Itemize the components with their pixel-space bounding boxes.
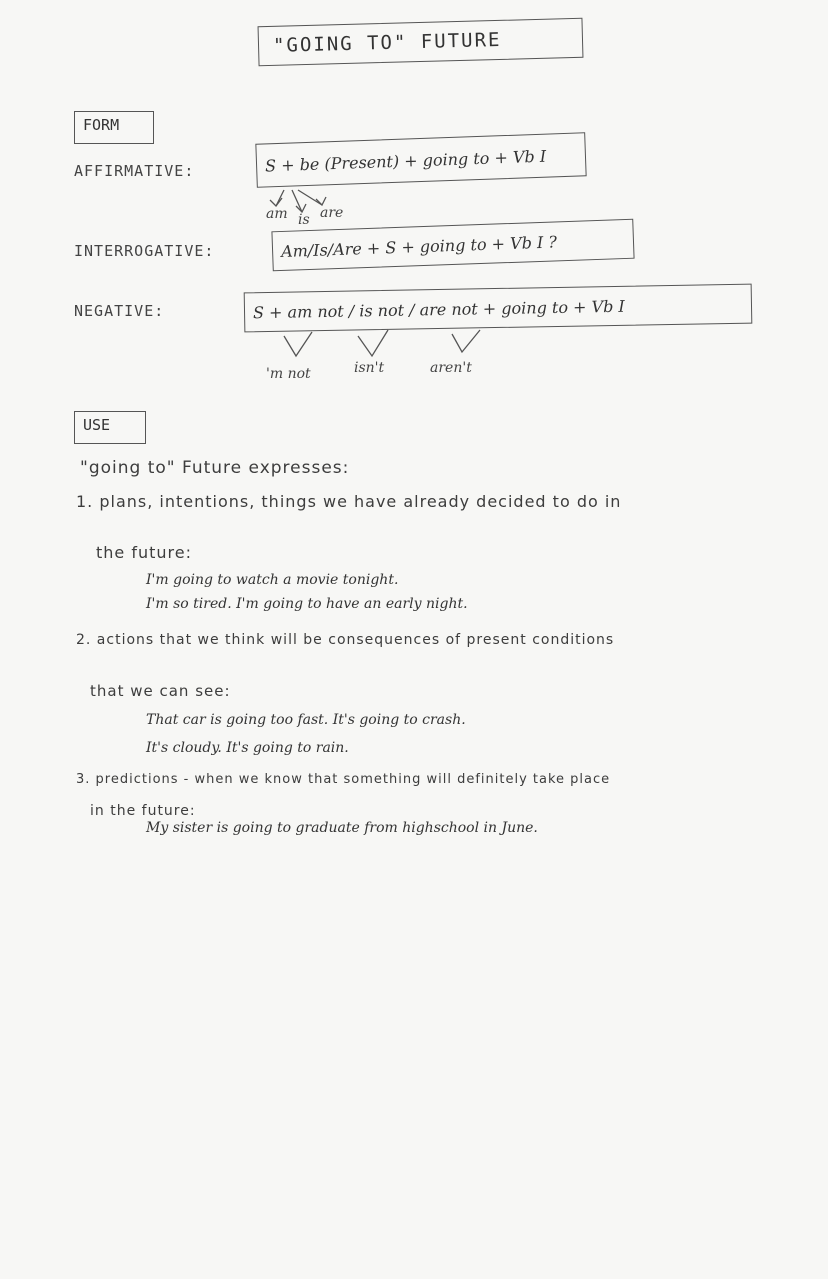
use-point-3-line2: in the future: <box>90 803 196 819</box>
neg-check-3 <box>452 330 480 352</box>
affirmative-formula: S + be (Present) + going to + Vb I <box>255 132 586 187</box>
use-point-2-example-1: That car is going too fast. It's going to crash. <box>146 712 466 728</box>
neg-check-2 <box>358 330 388 356</box>
form-heading: FORM <box>74 111 154 144</box>
be-form-are: are <box>320 205 344 221</box>
use-point-1-line2: the future: <box>96 543 192 562</box>
be-form-is: is <box>298 212 310 228</box>
contraction-isnt: isn't <box>354 360 385 376</box>
interrogative-label: INTERROGATIVE: <box>74 242 215 260</box>
use-point-3-example-1: My sister is going to graduate from highschool in June. <box>146 820 538 836</box>
affirmative-label: AFFIRMATIVE: <box>74 162 195 180</box>
contraction-am-not: 'm not <box>266 366 311 382</box>
be-form-am: am <box>266 206 288 222</box>
negative-formula: S + am not / is not / are not + going to + Vb I <box>244 284 753 333</box>
use-point-1-example-1: I'm going to watch a movie tonight. <box>146 572 399 588</box>
negative-label: NEGATIVE: <box>74 302 165 320</box>
form-arrows <box>0 0 828 420</box>
use-intro: "going to" Future expresses: <box>80 458 350 478</box>
contraction-arent: aren't <box>430 360 472 376</box>
use-point-2-line2: that we can see: <box>90 682 231 700</box>
use-point-3-line1: 3. predictions - when we know that something will definitely take place <box>76 772 611 787</box>
use-point-2-example-2: It's cloudy. It's going to rain. <box>146 740 349 756</box>
use-point-2-line1: 2. actions that we think will be consequences of present conditions <box>76 632 615 648</box>
use-point-1-line1: 1. plans, intentions, things we have already decided to do in <box>76 492 622 511</box>
interrogative-formula: Am/Is/Are + S + going to + Vb I ? <box>271 219 634 272</box>
use-heading: USE <box>74 411 146 444</box>
page-title: "GOING TO" FUTURE <box>258 18 584 66</box>
use-point-1-example-2: I'm so tired. I'm going to have an early night. <box>146 596 468 612</box>
neg-check-1 <box>284 332 312 356</box>
